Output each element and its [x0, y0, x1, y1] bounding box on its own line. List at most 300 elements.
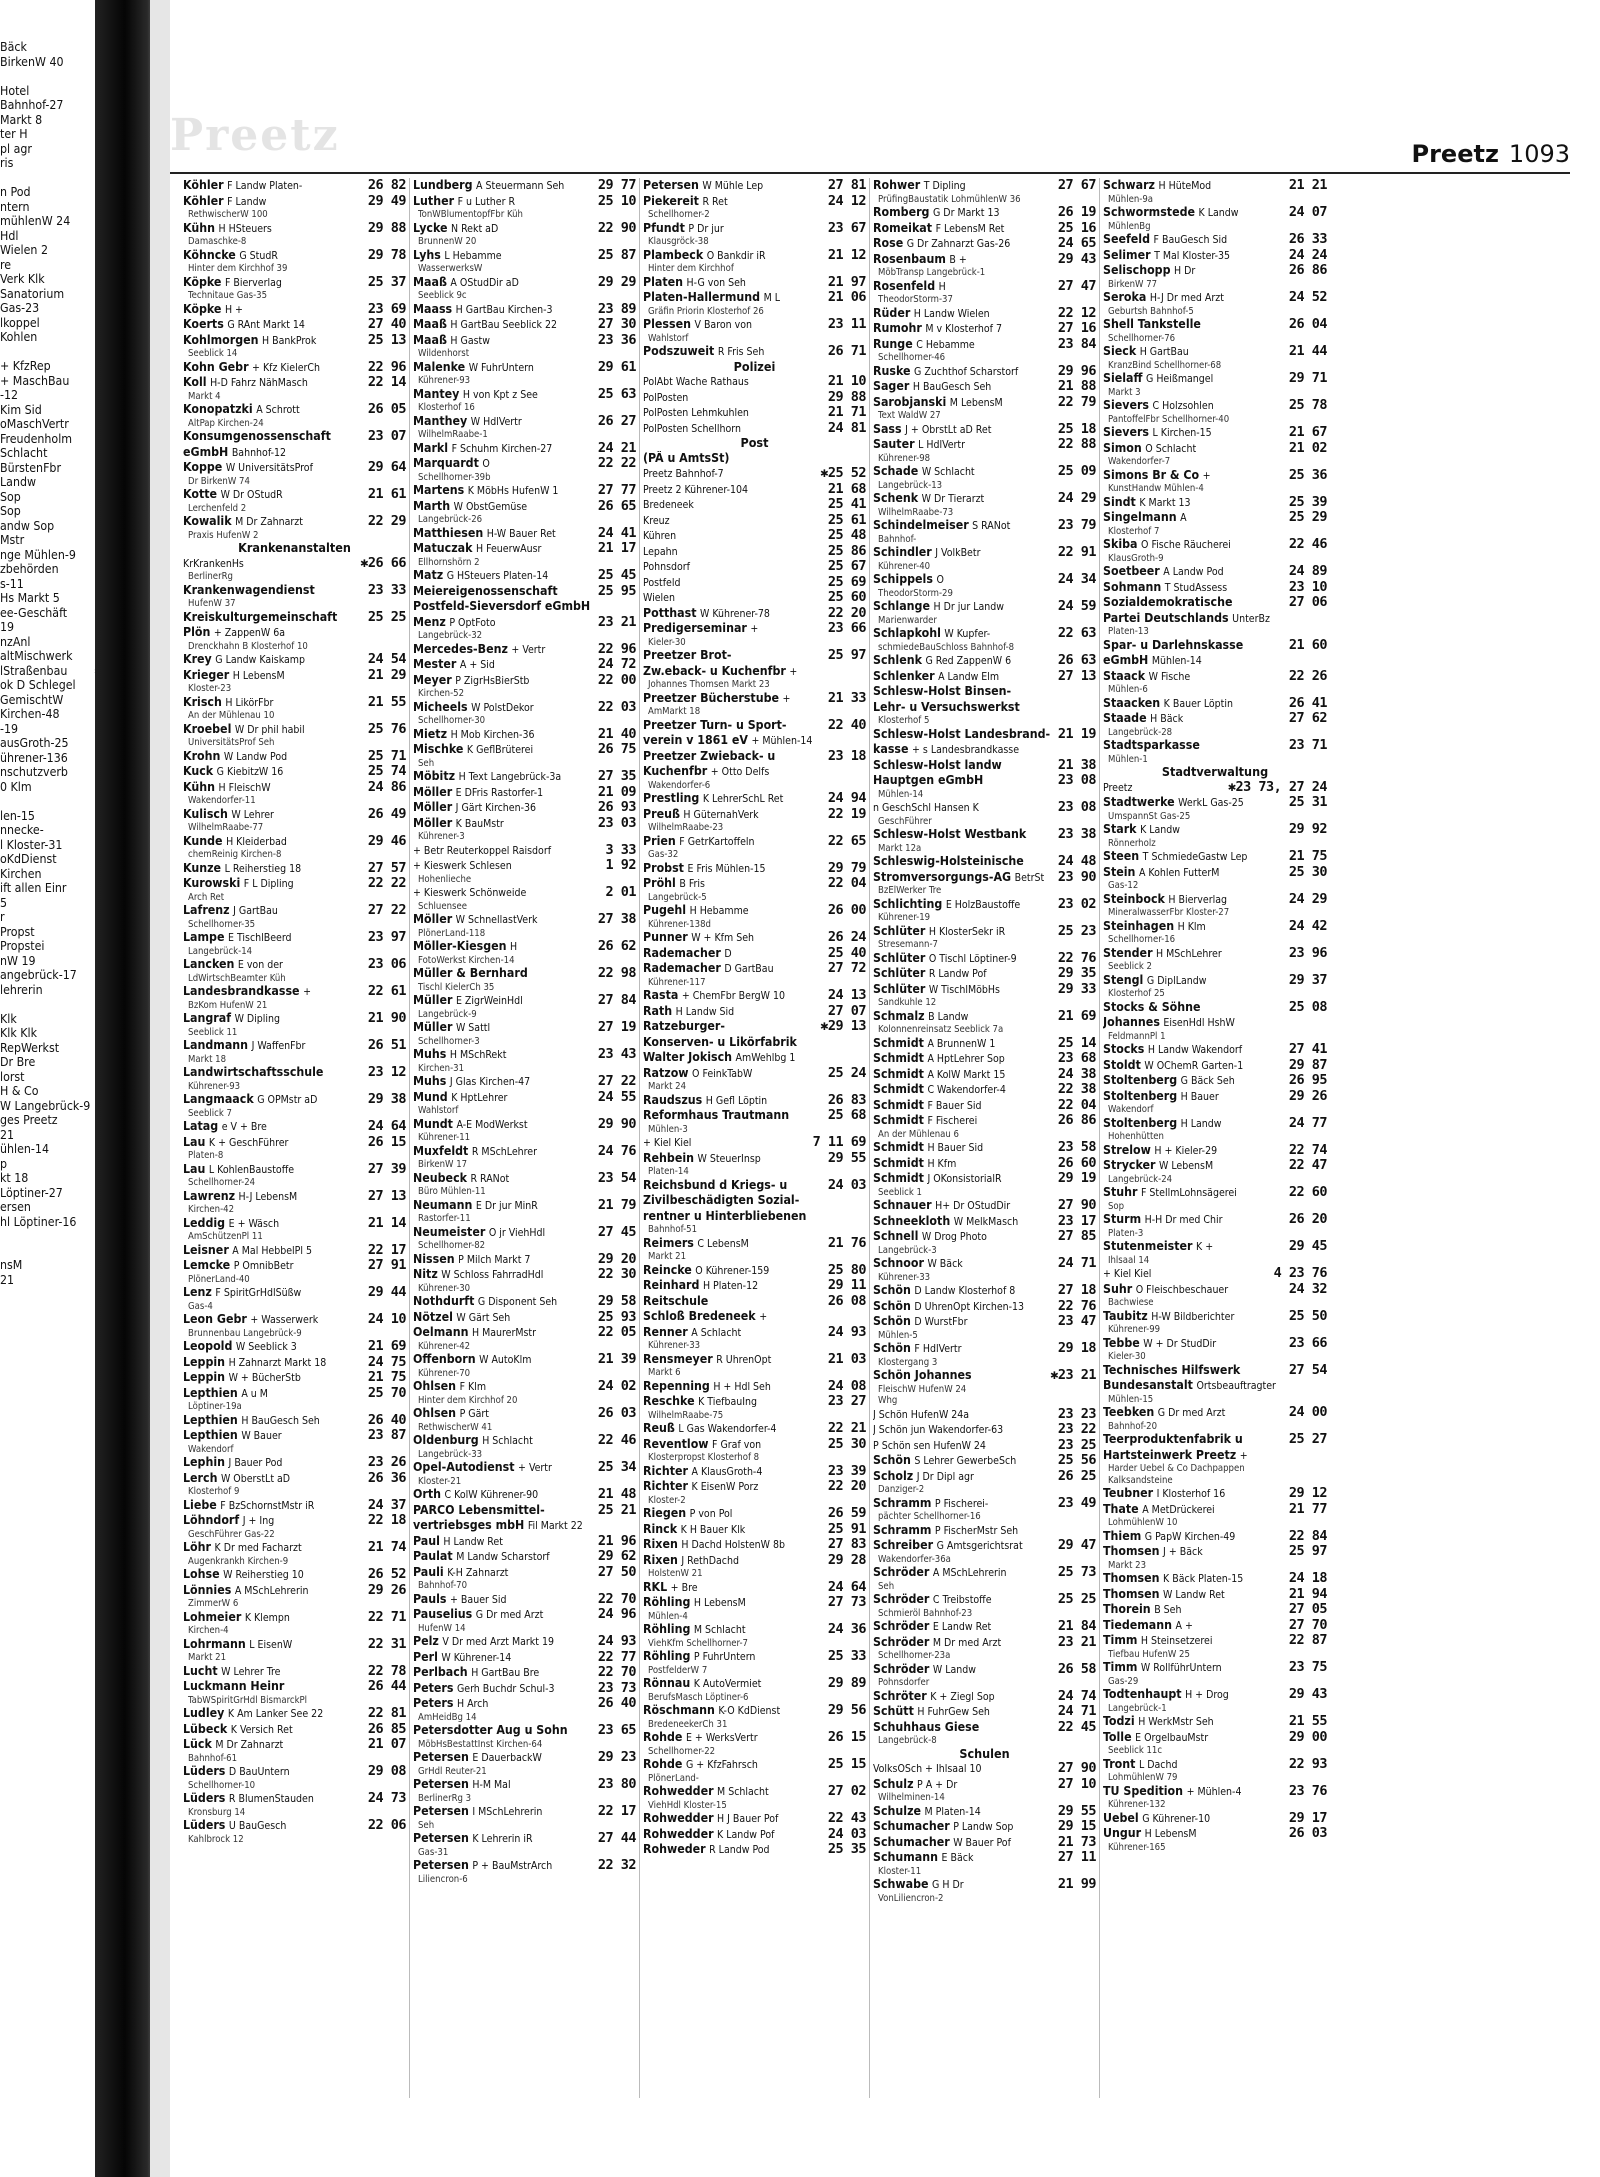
- phone-number: 24 29: [1288, 890, 1327, 907]
- directory-page: [170, 0, 1600, 2177]
- phone-number: 22 29: [367, 513, 406, 529]
- left-page-entry-text: -19: [0, 721, 19, 736]
- entry-details: M Dr Zahnarzt: [235, 516, 303, 528]
- entry-continuation: Seeblick 11c: [1108, 1745, 1163, 1756]
- entry-text: [643, 1263, 826, 1279]
- entry-text: [183, 695, 366, 711]
- entry-name: Mietz: [413, 726, 448, 741]
- entry-name: Pelz: [413, 1634, 439, 1648]
- entry-details: L Reiherstieg 18: [224, 862, 302, 875]
- entry-name: kasse: [873, 742, 909, 756]
- entry-continuation: Klostergang 3: [878, 1356, 938, 1368]
- entry-name: Selimer: [1103, 247, 1151, 262]
- phone-number: 25 39: [1288, 493, 1327, 510]
- entry-text: [873, 1720, 1056, 1736]
- entry-details: + s Landesbrandkasse: [912, 744, 1020, 756]
- entry-continuation: FleischW HufenW 24: [878, 1383, 967, 1395]
- directory-entry: [413, 1117, 636, 1133]
- entry-details: H BauGesch Seh: [912, 381, 992, 393]
- entry-continuation: Klosterhof 5: [878, 715, 930, 726]
- directory-entry: [413, 1047, 636, 1063]
- entry-name: Kulisch: [183, 806, 228, 821]
- entry-continuation: PlönerLand-40: [188, 1273, 250, 1285]
- entry-name: Maaß: [413, 317, 447, 331]
- entry-name: Sozialdemokratische: [1103, 595, 1233, 609]
- entry-continuation: FotoWerkst Kirchen-14: [418, 954, 515, 966]
- entry-text: [413, 1325, 596, 1341]
- entry-details: W MelkMasch: [953, 1215, 1019, 1228]
- directory-entry: [643, 1263, 866, 1279]
- entry-text: [1103, 580, 1287, 596]
- entry-details: A OStudDir aD: [450, 276, 519, 289]
- directory-entry: [183, 1038, 406, 1054]
- entry-continuation: Langebrück-8: [878, 1735, 937, 1746]
- phone-number: 21 40: [597, 725, 636, 742]
- entry-details: P Milch Markt 7: [458, 1253, 531, 1266]
- entry-name: Seroka: [1103, 290, 1147, 304]
- entry-details: K Bauer Löptin: [1163, 697, 1233, 710]
- entry-name: Schwormstede: [1103, 205, 1196, 219]
- phone-number: 23 26: [367, 1454, 406, 1470]
- entry-name: Schulze: [873, 1803, 922, 1818]
- entry-text: [413, 1433, 596, 1449]
- phone-number: 29 92: [1288, 821, 1327, 837]
- entry-text: [183, 876, 366, 892]
- entry-text: [643, 691, 826, 707]
- entry-name: Timm: [1103, 1633, 1138, 1647]
- entry-continuation: Schellhorner-30: [418, 715, 486, 726]
- entry-text: [643, 718, 826, 734]
- phone-number: 21 02: [1288, 439, 1327, 456]
- directory-entry: [643, 1676, 866, 1692]
- directory-entry: [183, 514, 406, 530]
- directory-entry: [1103, 1544, 1327, 1560]
- entry-name: Rinck: [643, 1521, 678, 1536]
- entry-text: [1103, 564, 1287, 580]
- entry-details: P Landw Sop: [953, 1821, 1014, 1833]
- directory-entry: [183, 749, 406, 765]
- phone-number: 23 02: [1057, 895, 1096, 912]
- directory-entry: [1103, 1660, 1327, 1676]
- directory-entry: [643, 1394, 866, 1410]
- entry-text: [183, 903, 366, 919]
- entry-text: [643, 466, 818, 482]
- entry-text: [183, 1679, 366, 1695]
- entry-text: [1103, 263, 1287, 279]
- entry-text: [183, 749, 366, 765]
- entry-continuation: Marienwarder: [878, 614, 937, 626]
- phone-number: 24 21: [597, 439, 636, 456]
- directory-entry: [643, 344, 866, 360]
- entry-details: H Steinsetzerei: [1140, 1635, 1213, 1647]
- phone-number: 25 30: [1288, 863, 1327, 880]
- entry-details: J OKonsistorialR: [927, 1173, 1002, 1185]
- entry-name: Schön: [873, 1453, 911, 1467]
- entry-details: H Platen-12: [702, 1280, 759, 1292]
- entry-continuation: Stresemann-7: [878, 939, 938, 950]
- phone-number: 25 24: [827, 1064, 866, 1081]
- entry-details: D Landw Klosterhof 8: [914, 1285, 1016, 1297]
- entry-text: [873, 1067, 1056, 1083]
- entry-text: [413, 414, 596, 430]
- entry-name: Sager: [873, 379, 910, 393]
- phone-number: 27 72: [827, 960, 866, 976]
- left-page-entry-text: lkoppel: [0, 315, 40, 330]
- entry-continuation: UniversitätsProf Seh: [188, 737, 275, 748]
- entry-details: K Lehrerin iR: [472, 1833, 533, 1845]
- entry-text: [873, 773, 1056, 789]
- entry-details: W Drog Photo: [921, 1231, 987, 1243]
- left-page-entry-text: 5: [0, 895, 8, 910]
- phone-number: 22 32: [597, 1857, 636, 1873]
- directory-entry: [643, 290, 866, 306]
- section-heading: Polizei: [733, 358, 776, 374]
- entry-details: D BauUntern: [228, 1766, 290, 1778]
- entry-details: G Red ZappenW 6: [925, 655, 1012, 667]
- phone-number: 21 88: [1057, 378, 1096, 394]
- entry-text: [183, 429, 366, 445]
- phone-number: ✱25 52: [820, 465, 866, 481]
- entry-name: Soetbeer: [1103, 564, 1160, 578]
- entry-details: U BauGesch: [228, 1820, 287, 1832]
- directory-entry: [413, 858, 636, 874]
- phone-number: 29 44: [367, 1284, 406, 1300]
- phone-number: 29 18: [1057, 1340, 1096, 1356]
- entry-name: Möller: [413, 784, 453, 799]
- entry-details: W Lehrer Tre: [221, 1665, 281, 1678]
- entry-text: [183, 275, 366, 291]
- phone-number: 27 02: [827, 1783, 866, 1799]
- directory-entry: [873, 1835, 1096, 1851]
- phone-number: 21 94: [1288, 1585, 1327, 1602]
- entry-text: [183, 1285, 366, 1301]
- entry-details: O: [482, 458, 490, 470]
- directory-entry: [1103, 595, 1327, 611]
- entry-continuation: Praxis HufenW 2: [188, 529, 259, 541]
- left-page-entry-text: lehrerin: [0, 982, 43, 997]
- directory-entry: [1103, 1158, 1327, 1174]
- entry-details: H-W Bauer Ret: [486, 527, 556, 540]
- phone-number: 22 70: [597, 1590, 636, 1607]
- phone-number: 27 62: [1288, 710, 1327, 726]
- entry-name: Martens: [413, 483, 465, 497]
- phone-number: 21 38: [1057, 756, 1096, 773]
- entry-name: Schmidt: [873, 1155, 924, 1170]
- phone-number: 23 76: [1288, 1782, 1327, 1799]
- entry-continuation: Bahnhof-70: [418, 1580, 468, 1591]
- directory-entry: [873, 1156, 1096, 1172]
- phone-number: 24 54: [367, 651, 406, 667]
- directory-entry: [1103, 1529, 1327, 1545]
- directory-entry: [643, 1294, 866, 1310]
- entry-text: [1103, 1784, 1287, 1800]
- phone-number: 29 29: [597, 273, 636, 290]
- entry-continuation: Lerchenfeld 2: [188, 502, 247, 514]
- directory-entry: [873, 1761, 1096, 1777]
- entry-details: W ObstGemüse: [453, 500, 528, 513]
- entry-continuation: Markt 24: [648, 1081, 687, 1092]
- entry-name: Schlüter: [873, 966, 926, 980]
- directory-entry: [183, 1189, 406, 1205]
- entry-text: [413, 1696, 596, 1712]
- entry-text: [183, 1370, 366, 1386]
- entry-text: [643, 1278, 826, 1294]
- directory-entry: [643, 482, 866, 498]
- entry-continuation: Kührener-33: [878, 1271, 931, 1283]
- entry-details: C Hebamme: [916, 338, 975, 351]
- entry-text: [1103, 1687, 1287, 1703]
- entry-name: Tebbe: [1103, 1335, 1140, 1350]
- directory-entry: [643, 1379, 866, 1395]
- entry-continuation: Kolonnenreinsatz Seeblick 7a: [878, 1024, 1004, 1035]
- phone-number: 27 22: [597, 1073, 636, 1089]
- entry-text: [873, 1299, 1056, 1315]
- entry-name: rentner u Hinterbliebenen: [643, 1208, 807, 1223]
- entry-name: Muhs: [413, 1047, 447, 1061]
- entry-details: H: [938, 280, 946, 293]
- entry-details: A MSchLehrerin: [932, 1567, 1007, 1579]
- entry-text: [643, 513, 826, 529]
- phone-number: 26 65: [597, 497, 636, 514]
- entry-text: [1103, 232, 1287, 248]
- entry-name: Kühn: [183, 779, 215, 794]
- left-page-entry-text: Mstr: [0, 533, 25, 547]
- entry-details: R MSchLehrer: [471, 1145, 537, 1158]
- entry-text: [413, 727, 596, 743]
- entry-continuation: BirkenW 17: [418, 1159, 468, 1170]
- entry-details: E HolzBaustoffe: [945, 898, 1021, 911]
- entry-name: Stromversorgungs-AG: [873, 869, 1012, 884]
- entry-details: A Steuermann Seh: [476, 180, 565, 192]
- entry-text: [643, 1479, 826, 1495]
- entry-text: [413, 317, 596, 333]
- entry-name: Schmidt: [873, 1140, 924, 1154]
- entry-name: Muhs: [413, 1074, 447, 1088]
- entry-name: Richter: [643, 1479, 688, 1493]
- entry-name: Predigerseminar: [643, 621, 747, 635]
- phone-number: 25 73: [1057, 1564, 1096, 1580]
- entry-name: Schloß Bredeneek: [643, 1309, 756, 1323]
- entry-details: W Gärt Seh: [456, 1311, 511, 1324]
- entry-continuation: Löptiner-19a: [188, 1401, 242, 1412]
- entry-name: Technisches Hilfswerk: [1103, 1362, 1241, 1377]
- entry-name: Todtenhaupt: [1103, 1687, 1182, 1701]
- directory-entry: [183, 445, 406, 461]
- phone-number: 21 44: [1288, 343, 1327, 359]
- directory-entry: [643, 405, 866, 421]
- entry-text: [183, 1386, 366, 1402]
- entry-continuation: Seeblick 14: [188, 348, 238, 359]
- left-page-entry-text: Hdl: [0, 228, 19, 243]
- directory-entry: [183, 1706, 406, 1722]
- entry-text: [643, 1703, 826, 1719]
- left-page-entry-text: Kirchen-48: [0, 707, 60, 721]
- entry-details: J + Bäck: [1163, 1546, 1203, 1558]
- entry-name: Schlüter: [873, 923, 926, 938]
- entry-text: [413, 657, 596, 673]
- phone-number: 22 26: [1288, 667, 1327, 684]
- entry-name: Luckmann Heinr: [183, 1679, 285, 1693]
- entry-name: Thomsen: [1103, 1544, 1160, 1558]
- section-heading: Krankenanstalten: [238, 540, 351, 555]
- phone-number: 25 87: [597, 246, 636, 263]
- entry-text: [643, 421, 826, 437]
- entry-details: L Hebamme: [444, 249, 502, 262]
- entry-name: Rose: [873, 236, 904, 250]
- left-page-entry-text: H & Co: [0, 1084, 39, 1098]
- entry-continuation: Johannes Thomsen Markt 23: [648, 679, 770, 690]
- entry-continuation: HufenW 37: [188, 598, 236, 609]
- directory-entry: [873, 1877, 1096, 1893]
- directory-entry: [643, 221, 866, 237]
- entry-details: K Markt 13: [1139, 496, 1191, 509]
- entry-details: A-E ModWerkst: [456, 1118, 528, 1131]
- entry-text: [183, 402, 366, 418]
- entry-details: W Mühle Lep: [702, 180, 764, 192]
- entry-continuation: PrüfingBaustatik LohmühlenW 36: [878, 193, 1021, 205]
- phone-number: 26 36: [367, 1469, 406, 1486]
- entry-name: Marth: [413, 498, 451, 513]
- entry-name: Röschmann: [643, 1703, 715, 1717]
- entry-text: [183, 1355, 366, 1371]
- entry-text: [873, 1804, 1056, 1820]
- entry-text: [413, 1090, 596, 1106]
- phone-number: 24 59: [1057, 598, 1096, 614]
- entry-continuation: Seh: [418, 757, 435, 769]
- entry-continuation: Markt 3: [1108, 386, 1141, 398]
- entry-text: [873, 1368, 1048, 1384]
- entry-text: [413, 526, 596, 542]
- entry-text: [413, 1310, 596, 1326]
- entry-details: I Klosterhof 16: [1156, 1488, 1226, 1500]
- phone-number: 26 33: [1288, 231, 1327, 247]
- entry-continuation: Gas-31: [418, 1846, 449, 1858]
- entry-text: [1103, 865, 1287, 881]
- entry-text: [873, 1098, 1056, 1114]
- phone-number: 25 61: [827, 511, 866, 528]
- entry-details: M Dr med Arzt: [932, 1636, 1002, 1649]
- entry-details: + Vertr: [511, 643, 546, 656]
- entry-text: [413, 1777, 596, 1793]
- entry-text: [873, 379, 1056, 395]
- directory-entry: [1103, 780, 1327, 796]
- entry-text: [873, 982, 1056, 998]
- entry-continuation: Pohnsdorfer: [878, 1677, 930, 1688]
- directory-entry: [643, 930, 866, 946]
- entry-details: P Fischerei-: [934, 1497, 989, 1510]
- phone-number: 24 02: [597, 1378, 636, 1394]
- entry-details: W Dr OStudR: [220, 489, 283, 501]
- entry-name: Neumann: [413, 1197, 473, 1212]
- left-page-entry-text: nschutzverb: [0, 765, 68, 779]
- header-rule: [170, 172, 1570, 174]
- directory-entry: [183, 487, 406, 503]
- entry-text: [1103, 1000, 1287, 1016]
- entry-details: J Bauer Pod: [228, 1457, 283, 1469]
- entry-name: Leddig: [183, 1215, 226, 1230]
- directory-entry: [873, 800, 1096, 816]
- entry-continuation: Mühlen-4: [648, 1610, 688, 1622]
- entry-continuation: Danziger-2: [878, 1484, 925, 1495]
- entry-details: W Dipling: [234, 1013, 281, 1025]
- phone-number: 21 12: [827, 246, 866, 263]
- directory-entry: [183, 1513, 406, 1529]
- directory-entry: [183, 807, 406, 823]
- directory-entry: [1103, 1784, 1327, 1800]
- entry-text: [873, 1422, 1056, 1438]
- directory-entry: [643, 1209, 866, 1225]
- directory-entry: [643, 791, 866, 807]
- directory-entry: [183, 460, 406, 476]
- directory-entry: [643, 861, 866, 877]
- phone-number: 25 91: [827, 1520, 866, 1537]
- entry-name: Paulat: [413, 1549, 453, 1563]
- directory-entry: [643, 1827, 866, 1843]
- phone-number: 22 81: [367, 1705, 406, 1721]
- phone-number: 24 93: [597, 1633, 636, 1649]
- directory-entry: [873, 1341, 1096, 1357]
- entry-name: Müller & Bernhard: [413, 966, 528, 980]
- directory-entry: [413, 221, 636, 237]
- phone-number: 24 64: [827, 1578, 866, 1595]
- entry-details: H LikörFbr: [225, 696, 274, 709]
- phone-number: 26 75: [597, 741, 636, 757]
- phone-number: 25 27: [1288, 1431, 1327, 1447]
- directory-entry: [643, 1757, 866, 1773]
- entry-continuation: Bahnhof-: [878, 533, 917, 545]
- entry-name: Stoldt: [1103, 1057, 1141, 1072]
- directory-entry: [183, 375, 406, 391]
- directory-entry: [413, 816, 636, 832]
- entry-text: [643, 559, 826, 575]
- directory-entry: [413, 1696, 636, 1712]
- phone-number: 23 38: [1057, 826, 1096, 842]
- entry-name: Luther: [413, 193, 455, 208]
- directory-entry: [873, 422, 1096, 438]
- directory-entry: [873, 1314, 1096, 1330]
- entry-text: [183, 1664, 366, 1680]
- entry-details: + Mühlen-14: [751, 735, 813, 747]
- entry-text: [873, 491, 1056, 507]
- entry-continuation: TheodorStorm-29: [878, 587, 953, 599]
- entry-details: G Amtsgerichtsrat: [936, 1540, 1023, 1552]
- entry-text: [183, 1706, 366, 1722]
- entry-text: [643, 1019, 818, 1035]
- entry-name: Koerts: [183, 317, 224, 331]
- entry-text: [183, 668, 366, 684]
- directory-entry: [873, 1720, 1096, 1736]
- directory-entry: [873, 252, 1096, 268]
- entry-details: H-H Dr med Chir: [1144, 1214, 1223, 1226]
- entry-name: Köhler: [183, 178, 224, 192]
- directory-entry: [1103, 1282, 1327, 1298]
- entry-text: [413, 599, 634, 615]
- directory-entry: [1103, 1826, 1327, 1842]
- entry-text: [413, 248, 596, 264]
- directory-entry: [643, 1595, 866, 1611]
- entry-text: [643, 1757, 826, 1773]
- left-page-entry-text: s-11: [0, 576, 24, 591]
- entry-name: Schlenk: [873, 653, 922, 667]
- entry-name: Langmaack: [183, 1092, 254, 1106]
- phone-number: 26 20: [1288, 1211, 1327, 1227]
- phone-number: 24 03: [827, 1825, 866, 1842]
- entry-name: Rohwer: [873, 178, 921, 192]
- entry-continuation: AmSchützenPl 11: [188, 1231, 263, 1242]
- entry-name: Riegen: [643, 1506, 687, 1520]
- directory-entry: [413, 1406, 636, 1422]
- directory-entry: [1103, 1015, 1327, 1031]
